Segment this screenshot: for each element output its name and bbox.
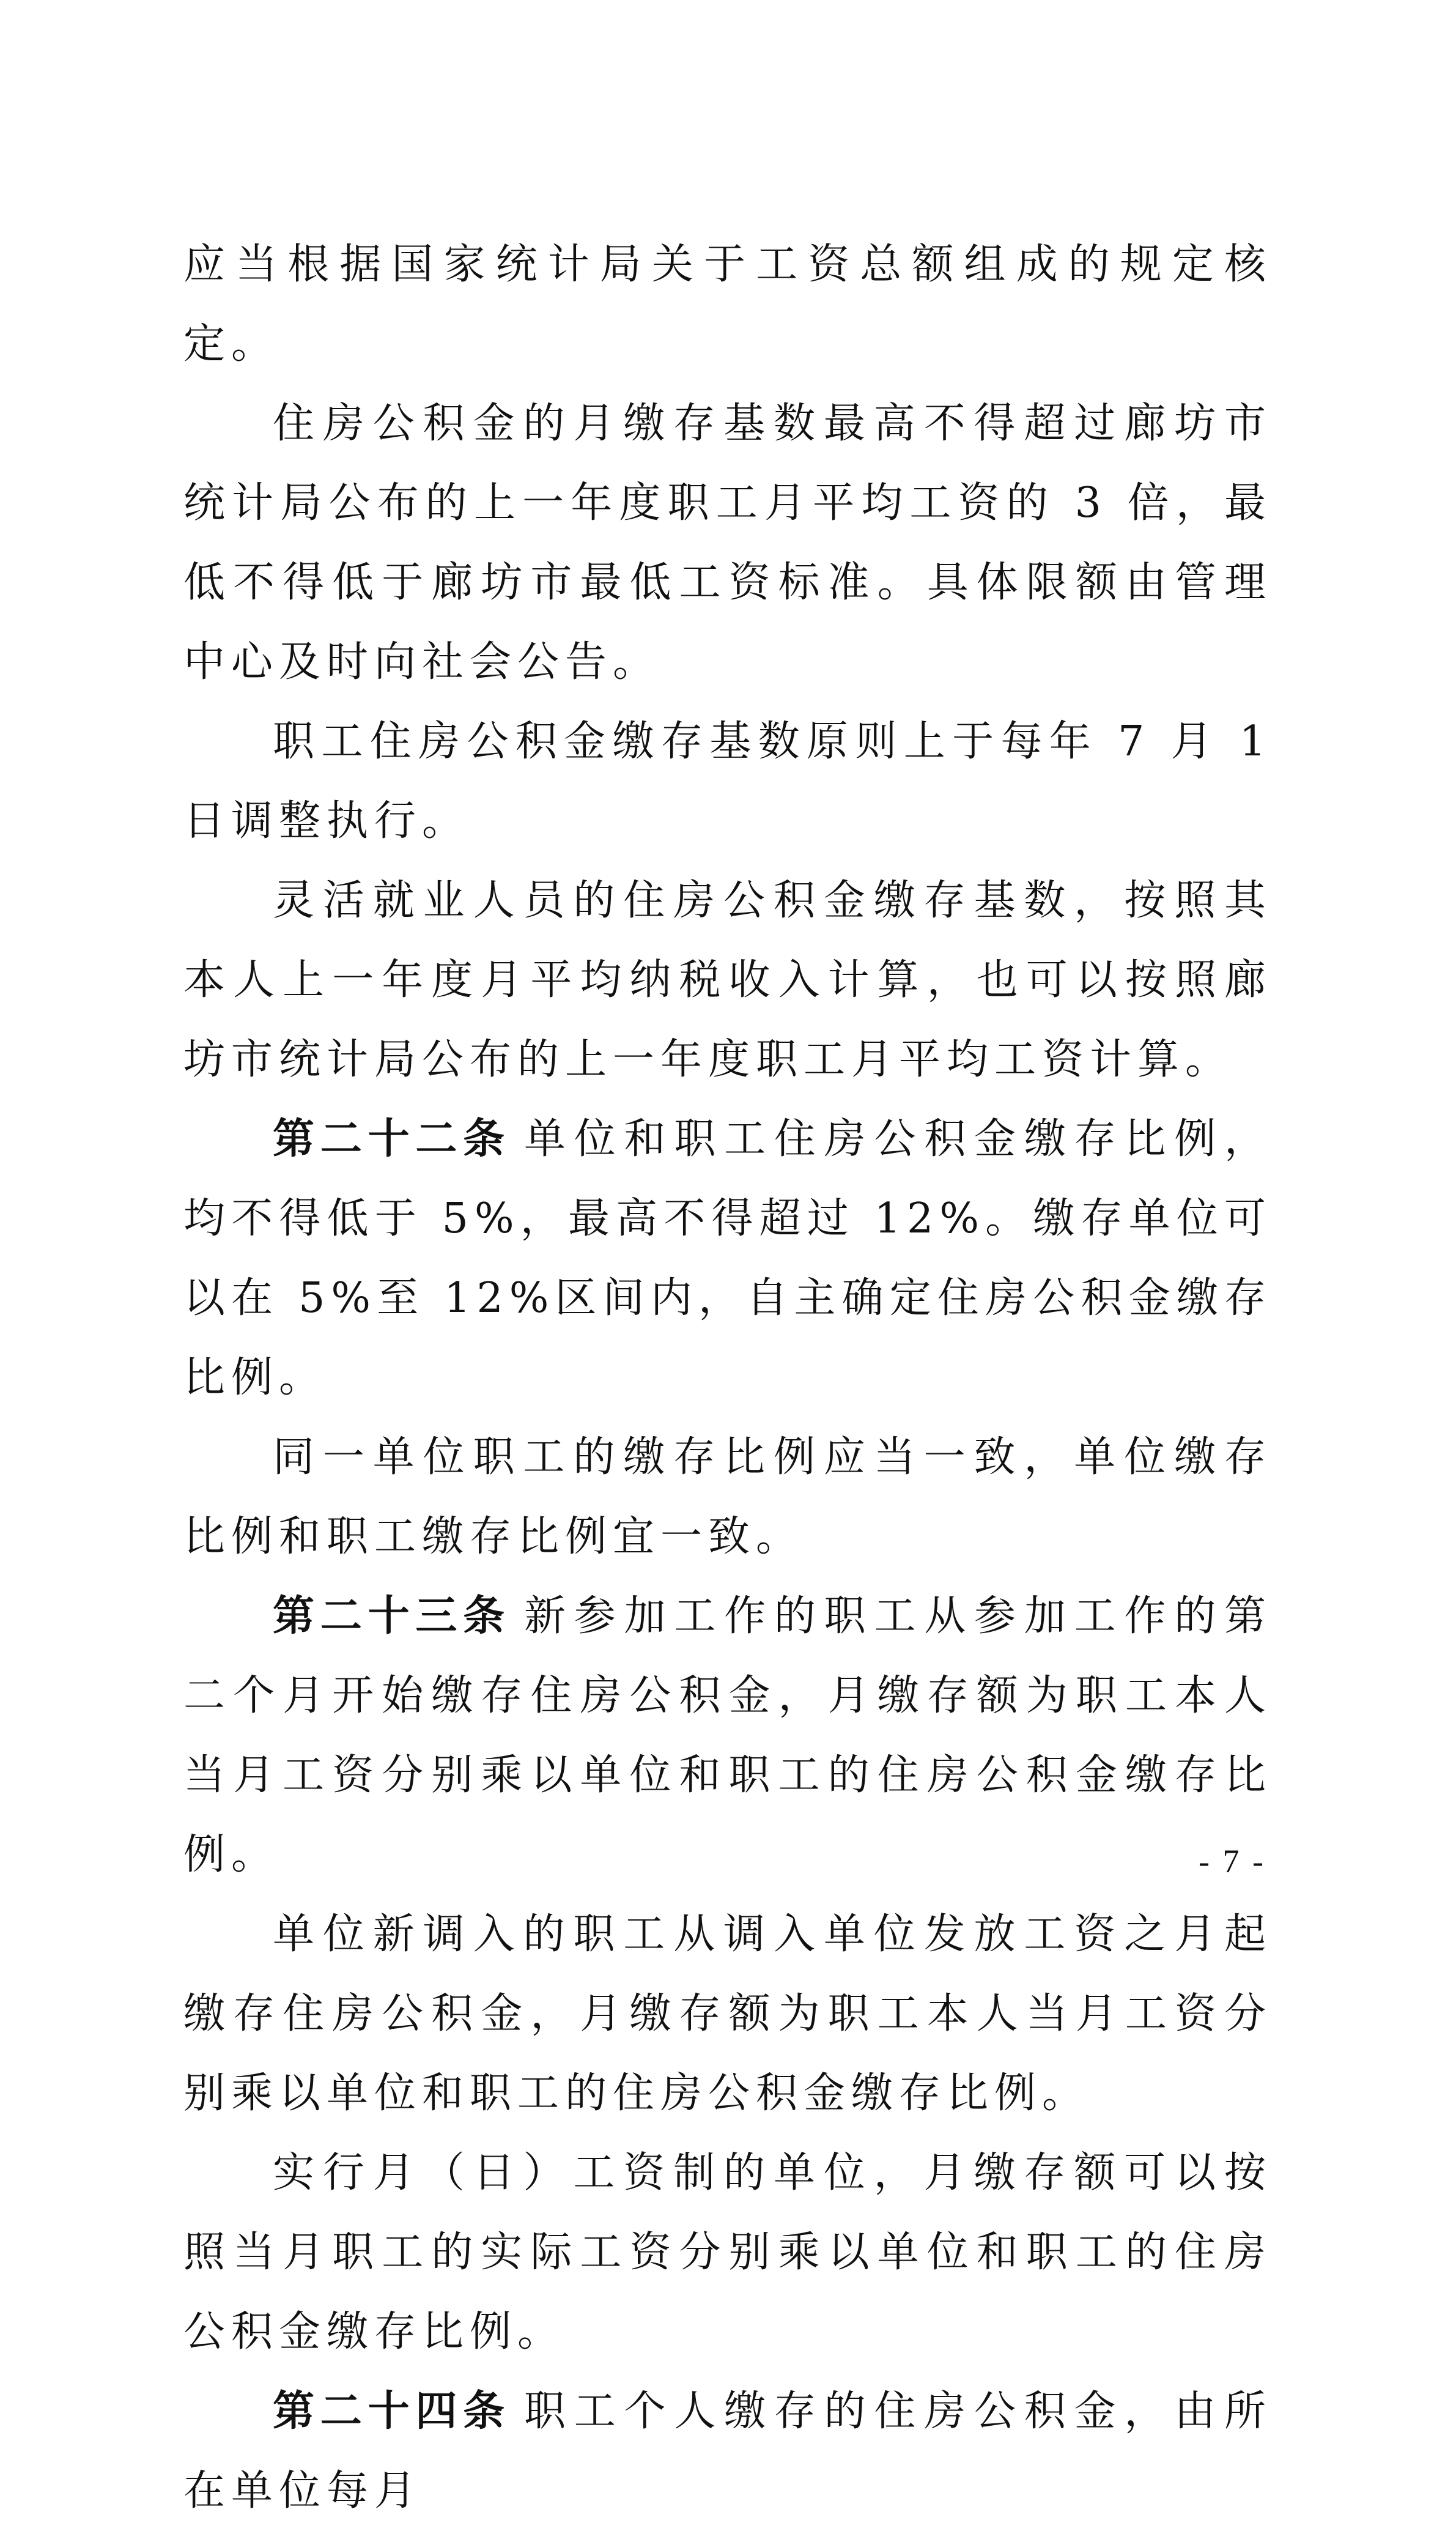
paragraph [183, 702, 1272, 861]
paragraph [183, 861, 1272, 1100]
paragraph-text: 单位新调入的职工从调入单位发放工资之月起缴存住房公积金，月缴存额为职工本人当月工资分别乘以单位和职工的住房公积金缴存比例。 [183, 1910, 1272, 2118]
article-22-paragraph [183, 1100, 1272, 1418]
paragraph [183, 1895, 1272, 2133]
article-24-paragraph [183, 2372, 1272, 2531]
page-number: - 7 - [1199, 1843, 1266, 1880]
paragraph-text: 职工个人缴存的住房公积金，由所在单位每月 [183, 2387, 1272, 2515]
article-label: 第二十二条 [273, 1115, 511, 1163]
paragraph-text: 新参加工作的职工从参加工作的第二个月开始缴存住房公积金，月缴存额为职工本人当月工资分别乘以单位和职工的住房公积金缴存比例。 [183, 1592, 1272, 1879]
paragraph [183, 1418, 1272, 1577]
paragraph [183, 384, 1272, 702]
paragraph-text: 单位和职工住房公积金缴存比例，均不得低于 5%，最高不得超过 12%。缴存单位可以在 5%至 12%区间内，自主确定住房公积金缴存比例。 [183, 1115, 1272, 1402]
paragraph-text: 实行月（日）工资制的单位，月缴存额可以按照当月职工的实际工资分别乘以单位和职工的住房公积金缴存比例。 [183, 2149, 1272, 2356]
document-body [183, 225, 1272, 2531]
article-label: 第二十四条 [273, 2387, 511, 2436]
paragraph-text: 职工住房公积金缴存基数原则上于每年 7 月 1 日调整执行。 [183, 717, 1272, 845]
paragraph-text: 同一单位职工的缴存比例应当一致，单位缴存比例和职工缴存比例宜一致。 [183, 1433, 1272, 1561]
paragraph-text: 应当根据国家统计局关于工资总额组成的规定核定。 [183, 240, 1272, 368]
paragraph [183, 2133, 1272, 2372]
article-label: 第二十三条 [273, 1592, 511, 1640]
paragraph-text: 住房公积金的月缴存基数最高不得超过廊坊市统计局公布的上一年度职工月平均工资的 3 倍，最低不得低于廊坊市最低工资标准。具体限额由管理中心及时向社会公告。 [183, 399, 1272, 686]
paragraph [183, 225, 1272, 384]
paragraph-text: 灵活就业人员的住房公积金缴存基数，按照其本人上一年度月平均纳税收入计算，也可以按照廊坊市统计局公布的上一年度职工月平均工资计算。 [183, 876, 1272, 1084]
article-23-paragraph [183, 1577, 1272, 1895]
